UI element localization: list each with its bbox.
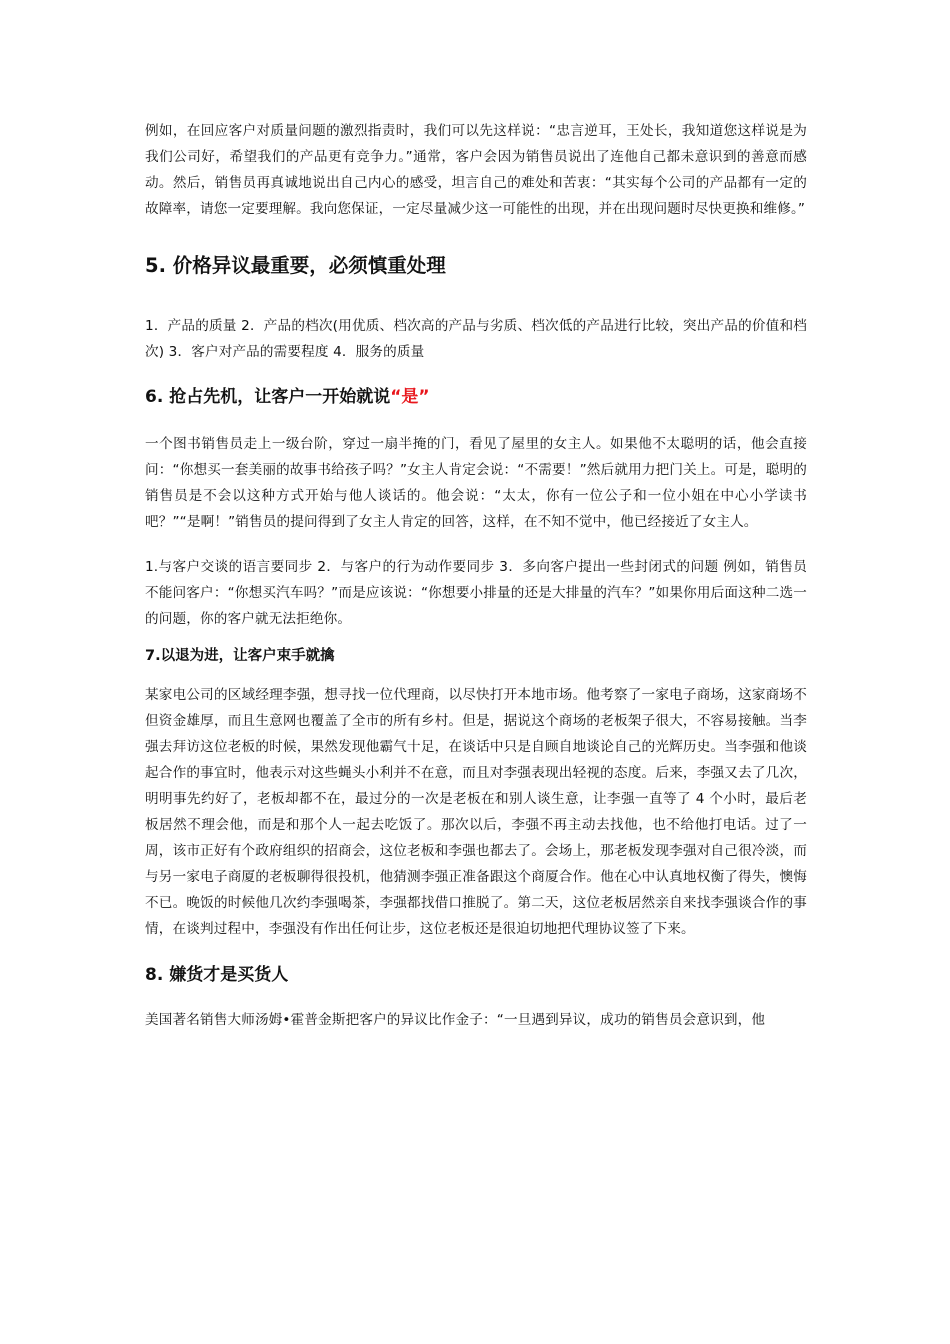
section-heading-8: 8. 嫌货才是买货人 bbox=[145, 965, 289, 985]
section-5-list: 1．产品的质量 2．产品的档次(用优质、档次高的产品与劣质、档次低的产品进行比较，突出产品的价值和档次) 3．客户对产品的需要程度 4．服务的质量 bbox=[145, 318, 807, 360]
section-6-list: 1.与客户交谈的语言要同步 2．与客户的行为动作要同步 3．多向客户提出一些封闭式的问题 例如，销售员不能问客户：“你想买汽车吗？”而是应该说：“你想要小排量的还是大排量的汽车？”如果你用后面这种二选一的问题，你的客户就无法拒绝你。 bbox=[145, 559, 807, 627]
document-page bbox=[145, 118, 807, 1033]
section-heading-5: 5. 价格异议最重要，必须慎重处理 bbox=[145, 254, 446, 277]
section-8-story: 美国著名销售大师汤姆•霍普金斯把客户的异议比作金子：“一旦遇到异议，成功的销售员会意识到，他 bbox=[145, 1012, 766, 1028]
heading-6-text: 6. 抢占先机，让客户一开始就说 bbox=[145, 387, 391, 407]
section-heading-7: 7.以退为进，让客户束手就擒 bbox=[145, 648, 335, 664]
section-6-story: 一个图书销售员走上一级台阶，穿过一扇半掩的门，看见了屋里的女主人。如果他不太聪明的话，他会直接问：“你想买一套美丽的故事书给孩子吗？”女主人肯定会说：“不需要！”然后就用力把门关上。可是，聪明的销售员是不会以这种方式开始与他人谈话的。他会说：“太太，你有一位公子和一位小姐在中心小学读书吧？”“是啊！”销售员的提问得到了女主人肯定的回答，这样，在不知不觉中，他已经接近了女主人。 bbox=[145, 436, 807, 530]
heading-6-highlight: “是” bbox=[390, 387, 430, 407]
intro-paragraph: 例如，在回应客户对质量问题的激烈指责时，我们可以先这样说：“忠言逆耳，王处长，我知道您这样说是为我们公司好，希望我们的产品更有竞争力。”通常，客户会因为销售员说出了连他自己都未意识到的善意而感动。然后，销售员再真诚地说出自己内心的感受，坦言自己的难处和苦衷：“其实每个公司的产品都有一定的故障率，请您一定要理解。我向您保证，一定尽量减少这一可能性的出现，并在出现问题时尽快更换和维修。” bbox=[145, 123, 807, 217]
section-heading-6 bbox=[145, 382, 807, 412]
section-7-story: 某家电公司的区域经理李强，想寻找一位代理商，以尽快打开本地市场。他考察了一家电子商场，这家商场不但资金雄厚，而且生意网也覆盖了全市的所有乡村。但是，据说这个商场的老板架子很大，不容易接触。当李强去拜访这位老板的时候，果然发现他霸气十足，在谈话中只是自顾自地谈论自己的光辉历史。当李强和他谈起合作的事宜时，他表示对这些蝇头小利并不在意，而且对李强表现出轻视的态度。后来，李强又去了几次，明明事先约好了，老板却都不在，最过分的一次是老板在和别人谈生意，让李强一直等了 4 个小时，最后老板居然不理会他，而是和那个人一起去吃饭了。那次以后，李强不再主动去找他，也不给他打电话。过了一周，该市正好有个政府组织的招商会，这位老板和李强也都去了。会场上，那老板发现李强对自己很冷淡，而与另一家电子商厦的老板聊得很投机，他猜测李强正准备跟这个商厦合作。他在心中认真地权衡了得失，懊悔不已。晚饭的时候他几次约李强喝茶，李强都找借口推脱了。第二天，这位老板居然亲自来找李强谈合作的事情，在谈判过程中，李强没有作出任何让步，这位老板还是很迫切地把代理协议签了下来。 bbox=[145, 687, 807, 937]
